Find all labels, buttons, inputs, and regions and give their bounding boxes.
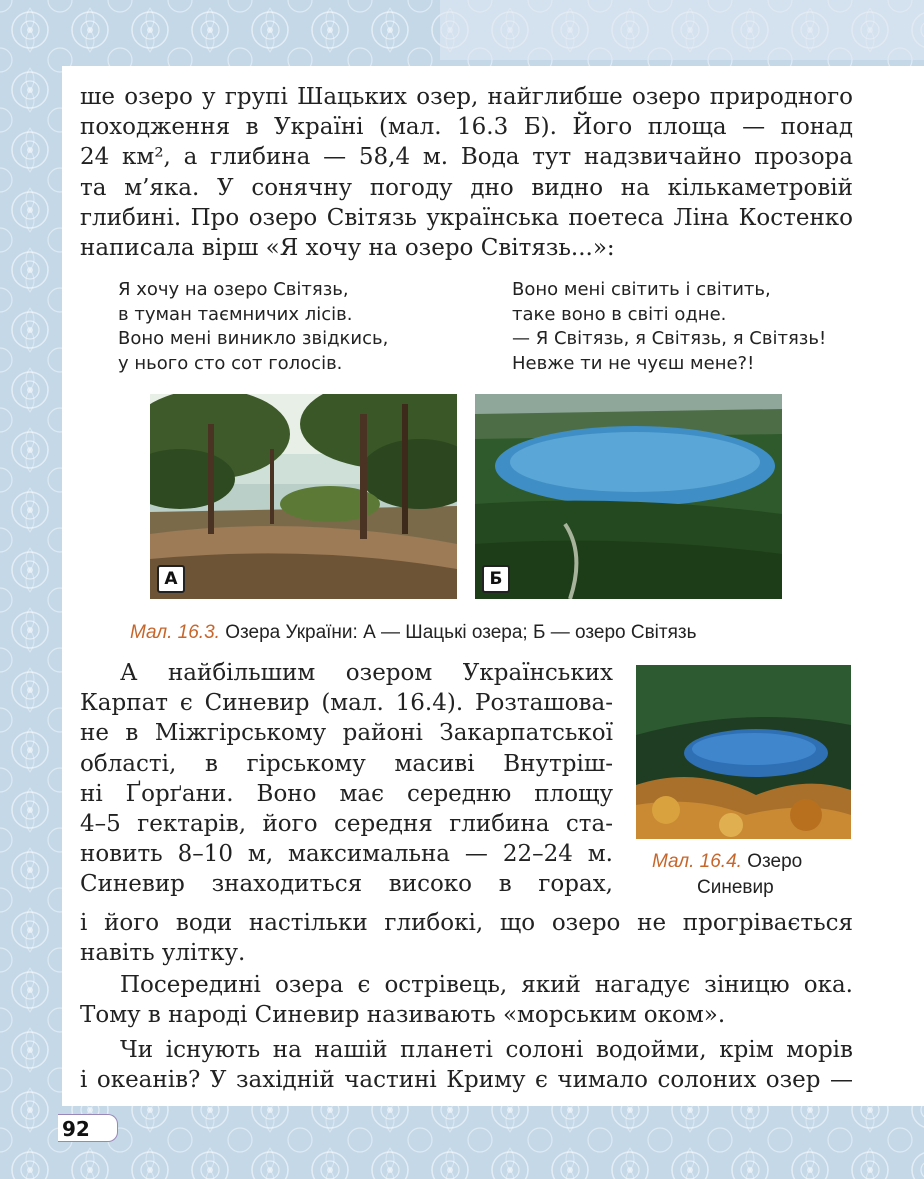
text-line: Посередині озера є острівець, який нагадує зіницю ока.: [120, 972, 853, 998]
poem-line: Я хочу на озеро Світязь,: [118, 279, 349, 300]
text-line: та м’яка. У сонячну погоду дно видно на кількаметровій: [80, 174, 853, 201]
text-line: новить 8–10 м, максимальна — 22–24 м.: [80, 841, 613, 868]
text-line: не в Міжгірському районі Закарпатської: [80, 720, 613, 747]
figure-caption-text: Синевир: [697, 877, 774, 898]
text-line: глибині. Про озеро Світязь українська поетеса Ліна Костенко: [80, 204, 853, 231]
poem-line: в туман таємничих лісів.: [118, 303, 353, 325]
text-line: написала вірш «Я хочу на озеро Світязь...»:: [80, 235, 615, 262]
figure-16-4-caption-line2: [697, 877, 774, 899]
poem-right-stanza: [512, 278, 826, 376]
text-line: ні Ґорґани. Воно має середню площу: [80, 780, 613, 807]
text-line: навіть улітку.: [80, 940, 246, 967]
text-line: Тому в народі Синевир називають «морським оком».: [80, 1002, 726, 1029]
poem-line: — Я Світязь, я Світязь, я Світязь!: [512, 328, 827, 349]
text-line: походження в Україні (мал. 16.3 Б). Його площа — понад: [80, 114, 853, 141]
text-line: А найбільшим озером Українських: [120, 660, 613, 686]
island-paragraph: [80, 970, 853, 1030]
photo-svityaz-lake: [475, 394, 782, 599]
figure-number: Мал. 16.4.: [652, 851, 742, 872]
figure-16-4-caption-line1: [652, 851, 802, 873]
poem-line: Воно мені виникло звідкись,: [118, 328, 389, 349]
poem-left-stanza: [118, 278, 388, 376]
poem-line: Воно мені світить і світить,: [512, 279, 771, 300]
text-line: 24 км², а глибина — 58,4 м. Вода тут надзвичайно прозора: [80, 144, 853, 171]
photo-shatsk-lakes: [150, 394, 457, 599]
text-line: Карпат є Синевир (мал. 16.4). Розташова-: [80, 690, 613, 717]
figure-16-3-caption: [130, 622, 697, 644]
text-line: і океанів? У західній частині Криму є чимало солоних озер —: [80, 1067, 853, 1094]
synevyr-paragraph-continued: [80, 908, 853, 968]
intro-paragraph: [80, 82, 853, 263]
page-number: 92: [58, 1114, 118, 1142]
text-line: Чи існують на нашій планеті солоні водойми, крім морів: [120, 1037, 853, 1063]
text-line: Синевир знаходиться високо в горах,: [80, 871, 613, 898]
figure-caption-text: Озеро: [747, 851, 803, 872]
text-line: області, в гірському масиві Внутріш-: [80, 750, 613, 777]
svityaz-lake-image: [475, 394, 782, 599]
poem-line: Невже ти не чуєш мене?!: [512, 352, 755, 374]
synevyr-paragraph: [80, 658, 613, 900]
text-line: і його води настільки глибокі, що озеро не прогрівається: [80, 910, 853, 936]
poem-line: у нього сто сот голосів.: [118, 352, 343, 374]
poem-line: таке воно в світі одне.: [512, 303, 727, 325]
figure-number: Мал. 16.3.: [130, 622, 220, 643]
photo-synevyr-lake: [636, 665, 851, 839]
figure-caption-text: Озера України: А — Шацькі озера; Б — озеро Світязь: [225, 622, 697, 643]
text-line: 4–5 гектарів, його середня глибина ста-: [80, 811, 613, 838]
shatsk-lakes-image: [150, 394, 457, 599]
photo-label-a: А: [157, 565, 185, 593]
synevyr-lake-image: [636, 665, 851, 839]
text-line: ше озеро у групі Шацьких озер, найглибше озеро природного: [80, 84, 853, 110]
salt-lakes-paragraph: [80, 1035, 853, 1095]
photo-label-b: Б: [482, 565, 510, 593]
